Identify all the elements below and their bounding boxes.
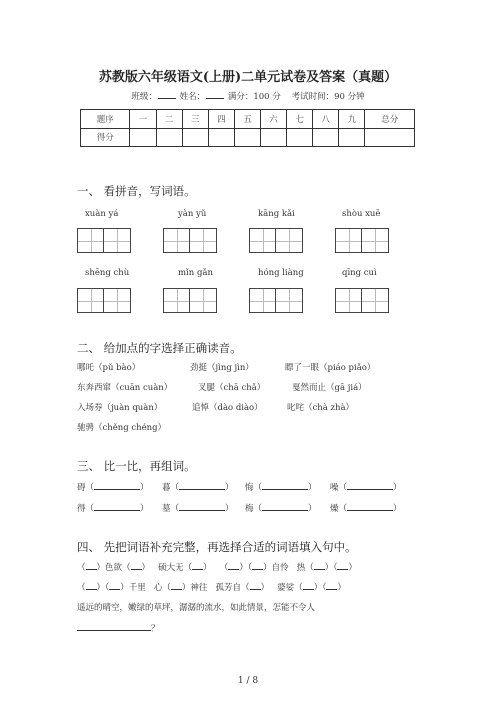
answer-blank[interactable] xyxy=(131,561,142,570)
grid-cell[interactable] xyxy=(362,288,389,313)
score-table xyxy=(80,109,415,147)
grid-cell[interactable] xyxy=(276,288,303,313)
pinyin-label: shēng chù xyxy=(85,268,130,278)
class-blank xyxy=(158,90,176,99)
compare-item xyxy=(330,481,402,493)
score-header-cell: 总分 xyxy=(365,110,415,129)
pronunciation-item: 戛然而止（gā jiá） xyxy=(292,383,367,393)
pinyin-label: kāng kǎi xyxy=(258,209,295,219)
pinyin-label: shòu xuē xyxy=(342,209,381,219)
text-fragment: （ xyxy=(219,563,229,573)
pronunciation-item: 东奔西窜（cuān cuàn） xyxy=(77,383,173,393)
answer-blank[interactable] xyxy=(252,561,263,570)
score-cell[interactable] xyxy=(182,128,208,147)
answer-blank[interactable] xyxy=(262,502,308,511)
compare-item xyxy=(162,502,234,514)
grid-cell[interactable] xyxy=(190,288,217,313)
score-cell[interactable] xyxy=(156,128,182,147)
answer-blank[interactable] xyxy=(192,561,203,570)
answer-blank[interactable] xyxy=(77,622,151,631)
compare-char: 暮（ xyxy=(162,483,180,493)
bracket: ） xyxy=(308,483,317,493)
pinyin-label: qīng cuì xyxy=(342,268,377,278)
answer-blank[interactable] xyxy=(171,581,182,590)
score-header-cell: 六 xyxy=(261,110,287,129)
page-title: 苏教版六年级语文(上册)二单元试卷及答案（真题） xyxy=(98,70,398,85)
score-row-label: 得分 xyxy=(81,128,130,147)
answer-blank[interactable] xyxy=(250,581,261,590)
pronunciation-item: 入场券（juàn quàn） xyxy=(77,403,163,413)
question-mark: ？ xyxy=(151,624,160,634)
text-fragment: （ xyxy=(77,563,86,573)
answer-blank[interactable] xyxy=(94,502,140,511)
pronunciation-item: 哪吒（pǔ bào） xyxy=(77,363,141,373)
bracket: ） xyxy=(225,504,234,514)
compare-item xyxy=(245,502,317,514)
text-fragment: 热（ xyxy=(296,563,314,573)
writing-grid[interactable] xyxy=(163,228,217,253)
compare-char: 得（ xyxy=(77,504,95,514)
grid-cell[interactable] xyxy=(163,228,190,253)
fill-line-1 xyxy=(77,561,357,573)
score-cell[interactable] xyxy=(339,128,365,147)
score-header-cell: 九 xyxy=(339,110,365,129)
compare-char: 墓（ xyxy=(162,504,180,514)
grid-cell[interactable] xyxy=(104,228,131,253)
text-fragment: ） xyxy=(141,563,151,573)
bracket: ） xyxy=(225,483,234,493)
pronunciation-item: 驰骋（chěng chéng） xyxy=(77,423,167,433)
score-cell[interactable] xyxy=(208,128,234,147)
writing-grid[interactable] xyxy=(77,228,131,253)
compare-char: 悔（ xyxy=(245,483,263,493)
text-fragment: ） xyxy=(260,583,270,593)
pronunciation-item: 劲挺（jìng jìn） xyxy=(190,363,254,373)
text-fragment: ）自怜 xyxy=(263,563,289,573)
bracket: ） xyxy=(393,504,402,514)
bracket: ） xyxy=(393,483,402,493)
text-fragment: ）色欲（ xyxy=(96,563,131,573)
answer-blank[interactable] xyxy=(228,561,239,570)
text-fragment: 孤芳自（ xyxy=(215,583,250,593)
score-header-cell: 三 xyxy=(182,110,208,129)
score-table-header-row xyxy=(81,110,415,129)
answer-blank[interactable] xyxy=(94,481,140,490)
pronunciation-item: 追悼（dào diào） xyxy=(192,403,263,413)
text-fragment: ） xyxy=(348,563,357,573)
answer-blank[interactable] xyxy=(179,481,225,490)
answer-blank[interactable] xyxy=(109,581,120,590)
fill-sentence: 遥远的晴空，嫩绿的草坪，潺潺的流水，如此情景，怎能不令人 xyxy=(77,603,316,613)
grid-cell[interactable] xyxy=(163,288,190,313)
section4-heading: 四、 先把词语补充完整，再选择合适的词语填入句中。 xyxy=(77,540,357,554)
compare-char: 噪（ xyxy=(330,483,348,493)
text-fragment: （ xyxy=(77,583,86,593)
score-header-cell: 二 xyxy=(156,110,182,129)
score-cell[interactable] xyxy=(287,128,313,147)
writing-grid[interactable] xyxy=(163,288,217,313)
compare-item xyxy=(77,502,149,514)
compare-item xyxy=(330,502,402,514)
bracket: ） xyxy=(308,504,317,514)
compare-item xyxy=(245,481,317,493)
exam-time: 考试时间：90 分钟 xyxy=(291,92,365,102)
score-header-cell: 七 xyxy=(287,110,313,129)
text-fragment: 心（ xyxy=(153,583,171,593)
grid-cell[interactable] xyxy=(362,228,389,253)
writing-grid[interactable] xyxy=(335,228,389,253)
full-score: 满分：100 分 xyxy=(227,92,281,102)
grid-cell[interactable] xyxy=(249,228,276,253)
pinyin-label: xuàn yá xyxy=(85,209,119,219)
text-fragment: ）（ xyxy=(313,583,327,593)
grid-cell[interactable] xyxy=(190,228,217,253)
compare-char: 燥（ xyxy=(330,504,348,514)
answer-blank[interactable] xyxy=(86,581,97,590)
answer-blank[interactable] xyxy=(262,481,308,490)
section2-heading: 二、 给加点的字选择正确读音。 xyxy=(77,341,242,355)
writing-grid[interactable] xyxy=(335,288,389,313)
score-cell[interactable] xyxy=(365,128,415,147)
name-blank xyxy=(206,90,224,99)
text-fragment: ） xyxy=(337,583,346,593)
score-header-cell: 四 xyxy=(208,110,234,129)
grid-cell[interactable] xyxy=(335,288,362,313)
pronunciation-item: 叱咤（chà zhà） xyxy=(287,403,355,413)
grid-cell[interactable] xyxy=(249,288,276,313)
bracket: ） xyxy=(140,504,149,514)
section3-heading: 三、 比一比，再组词。 xyxy=(77,459,196,473)
pronunciation-item: 瞟了一眼（piáo piǎo） xyxy=(285,363,376,373)
answer-blank[interactable] xyxy=(314,561,325,570)
pinyin-label: hóng liàng xyxy=(258,268,304,278)
section1-heading: 一、 看拼音，写词语。 xyxy=(77,184,196,198)
class-label: 班级： xyxy=(131,92,157,102)
text-fragment: ）（ xyxy=(239,563,253,573)
page-number: 1 / 8 xyxy=(237,676,259,686)
writing-grid[interactable] xyxy=(77,288,131,313)
score-header-cell: 五 xyxy=(234,110,260,129)
grid-cell[interactable] xyxy=(77,288,104,313)
compare-item xyxy=(162,481,234,493)
fill-sentence-end xyxy=(77,622,160,634)
score-cell[interactable] xyxy=(313,128,339,147)
pinyin-label: mǐn gǎn xyxy=(178,268,213,278)
answer-blank[interactable] xyxy=(347,481,393,490)
answer-blank[interactable] xyxy=(326,581,337,590)
text-fragment: ）千里 xyxy=(120,583,146,593)
bracket: ） xyxy=(140,483,149,493)
grid-cell[interactable] xyxy=(276,228,303,253)
score-cell[interactable] xyxy=(261,128,287,147)
grid-cell[interactable] xyxy=(104,288,131,313)
text-fragment: ） xyxy=(203,563,212,573)
answer-blank[interactable] xyxy=(303,581,314,590)
grid-cell[interactable] xyxy=(77,228,104,253)
text-fragment: ）（ xyxy=(324,563,338,573)
score-cell[interactable] xyxy=(234,128,260,147)
score-cell[interactable] xyxy=(130,128,156,147)
text-fragment: ）神往 xyxy=(181,583,208,593)
writing-grid[interactable] xyxy=(249,288,303,313)
writing-grid[interactable] xyxy=(249,228,303,253)
compare-char: 梅（ xyxy=(245,504,263,514)
compare-item xyxy=(77,481,149,493)
answer-blank[interactable] xyxy=(347,502,393,511)
pronunciation-item: 叉腿（chā chǎ） xyxy=(198,383,266,393)
fill-line-2 xyxy=(77,581,346,593)
exam-info xyxy=(0,90,496,102)
score-header-cell: 题序 xyxy=(81,110,130,129)
grid-cell[interactable] xyxy=(335,228,362,253)
score-header-cell: 一 xyxy=(130,110,156,129)
text-fragment: 硕大无（ xyxy=(158,563,193,573)
score-table-score-row xyxy=(81,128,415,147)
text-fragment: ）（ xyxy=(96,583,110,593)
answer-blank[interactable] xyxy=(179,502,225,511)
score-header-cell: 八 xyxy=(313,110,339,129)
answer-blank[interactable] xyxy=(86,561,97,570)
name-label: 姓名： xyxy=(179,92,206,102)
compare-char: 碍（ xyxy=(77,483,95,493)
pinyin-label: yàn yǔ xyxy=(178,209,207,219)
text-fragment: 婆娑（ xyxy=(277,583,303,593)
answer-blank[interactable] xyxy=(337,561,348,570)
